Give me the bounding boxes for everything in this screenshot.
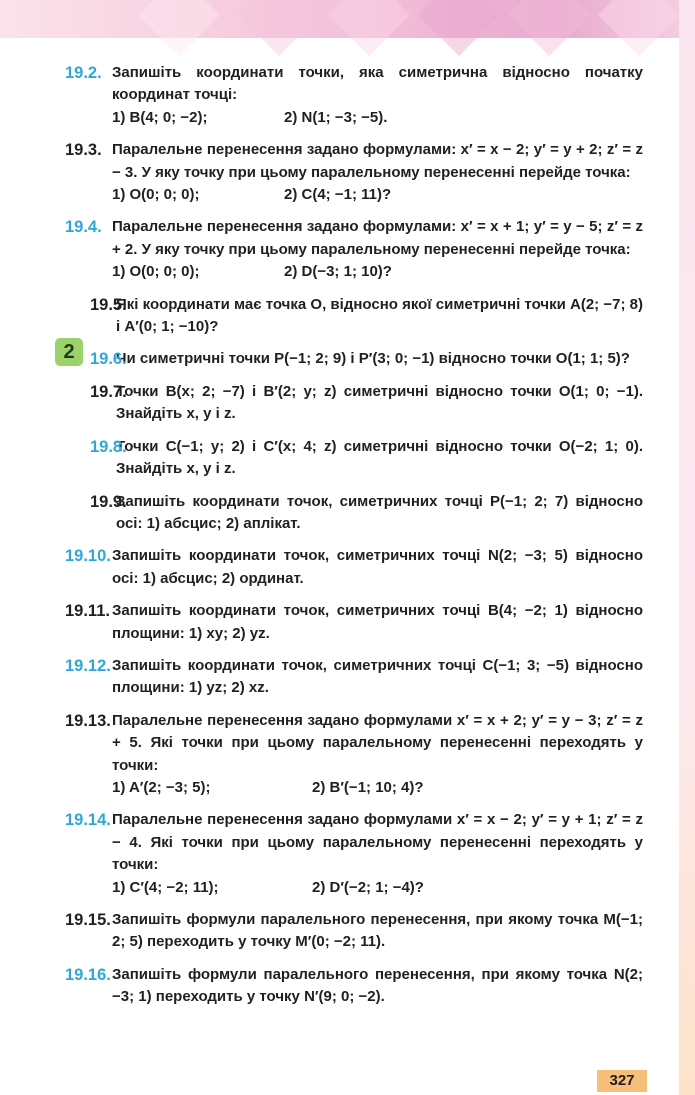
exercise-number: 19.4. — [65, 218, 102, 237]
exercise-number: 19.3. — [65, 141, 102, 160]
exercise-text: Запишіть формули паралельного перенесення, при якому точка M(−1; 2; 5) переходить у точку M′(0; −2; 11). — [112, 911, 643, 951]
difficulty-level-badge: 2 — [55, 338, 83, 366]
option-2: 2) C(4; −1; 11)? — [284, 186, 392, 204]
header-decoration — [0, 0, 695, 38]
exercise-19-8 — [0, 436, 643, 481]
exercise-19-12 — [0, 655, 643, 700]
exercise-19-4 — [0, 216, 643, 283]
exercise-19-7 — [0, 381, 643, 426]
exercise-number: 19.15. — [65, 911, 111, 929]
exercise-text: Паралельне перенесення задано формулами x′ = x + 2; y′ = y − 3; z′ = z + 5. Які точки при цьому паралельному перенесенні переходять у точки: — [112, 711, 643, 774]
exercise-text: Паралельне перенесення задано формулами: x′ = x + 1; y′ = y − 5; z′ = z + 2. У яку точку при цьому паралельному перенесенні перейде точка: — [112, 218, 643, 258]
exercise-number: 19.8. — [90, 437, 127, 456]
exercise-19-13 — [0, 710, 643, 800]
exercise-19-5 — [0, 294, 643, 339]
option-1: 1) B(4; 0; −2); — [112, 108, 208, 126]
option-2: 2) N(1; −3; −5). — [284, 108, 388, 126]
exercise-19-2 — [0, 62, 643, 129]
exercise-list — [0, 62, 695, 1019]
exercise-text: Точки C(−1; y; 2) і C′(x; 4; z) симетричні відносно точки O(−2; 1; 0). Знайдіть x, y і z. — [116, 437, 643, 478]
exercise-19-11 — [0, 600, 643, 645]
exercise-number: 19.14. — [65, 811, 111, 830]
exercise-number: 19.9. — [90, 492, 127, 511]
exercise-19-6 — [0, 348, 643, 370]
exercise-text: Запишіть координати точок, симетричних точці B(4; −2; 1) відносно площини: 1) xy; 2) yz. — [112, 602, 643, 642]
exercise-19-3 — [0, 139, 643, 206]
page-number: 327 — [597, 1070, 647, 1092]
exercise-number: 19.11. — [65, 602, 110, 621]
exercise-text: Які координати має точка O, відносно якої симетричні точки A(2; −7; 8) і A′(0; 1; −10)? — [116, 295, 643, 336]
option-1: 1) O(0; 0; 0); — [112, 263, 200, 281]
exercise-19-14 — [0, 809, 643, 899]
exercise-number: 19.2. — [65, 64, 102, 82]
exercise-text: Запишіть координати точок, симетричних точці N(2; −3; 5) відносно осі: 1) абсцис; 2) ординат. — [112, 547, 643, 587]
exercise-number: 19.16. — [65, 965, 111, 984]
exercise-number: 19.6. — [90, 350, 127, 369]
exercise-text: Точки B(x; 2; −7) і B′(2; y; z) симетричні відносно точки O(1; 0; −1). Знайдіть x, y і z. — [116, 382, 643, 423]
option-2: 2) D′(−2; 1; −4)? — [312, 878, 424, 896]
exercise-text: Запишіть координати точок, симетричних точці P(−1; 2; 7) відносно осі: 1) абсцис; 2) аплікат. — [116, 492, 643, 532]
exercise-number: 19.12. — [65, 656, 111, 675]
option-1: 1) C′(4; −2; 11); — [112, 878, 219, 896]
option-2: 2) D(−3; 1; 10)? — [284, 263, 392, 281]
exercise-19-16 — [0, 964, 643, 1009]
exercise-text: Запишіть координати точки, яка симетрична відносно початку координат точці: — [112, 64, 643, 104]
option-1: 1) O(0; 0; 0); — [112, 186, 200, 204]
exercise-number: 19.5. — [90, 295, 127, 314]
exercise-number: 19.10. — [65, 547, 111, 566]
exercise-number: 19.7. — [90, 382, 127, 401]
exercise-text: Паралельне перенесення задано формулами: x′ = x − 2; y′ = y + 2; z′ = z − 3. У яку точку при цьому паралельному перенесенні перейде точка: — [112, 141, 643, 181]
exercise-text: Чи симетричні точки P(−1; 2; 9) і P′(3; 0; −1) відносно точки O(1; 1; 5)? — [116, 350, 630, 368]
exercise-text: Запишіть формули паралельного перенесення, при якому точка N(2; −3; 1) переходить у точку N′(9; 0; −2). — [112, 965, 643, 1006]
exercise-19-10 — [0, 545, 643, 590]
option-2: 2) B′(−1; 10; 4)? — [312, 778, 424, 796]
exercise-number: 19.13. — [65, 711, 111, 730]
exercise-19-9 — [0, 491, 643, 536]
exercise-text: Запишіть координати точок, симетричних точці C(−1; 3; −5) відносно площини: 1) yz; 2) xz. — [112, 656, 643, 697]
exercise-text: Паралельне перенесення задано формулами x′ = x − 2; y′ = y + 1; z′ = z − 4. Які точки при цьому паралельному перенесенні переходять у точки: — [112, 811, 643, 874]
option-1: 1) A′(2; −3; 5); — [112, 778, 211, 796]
exercise-19-15 — [0, 909, 643, 954]
